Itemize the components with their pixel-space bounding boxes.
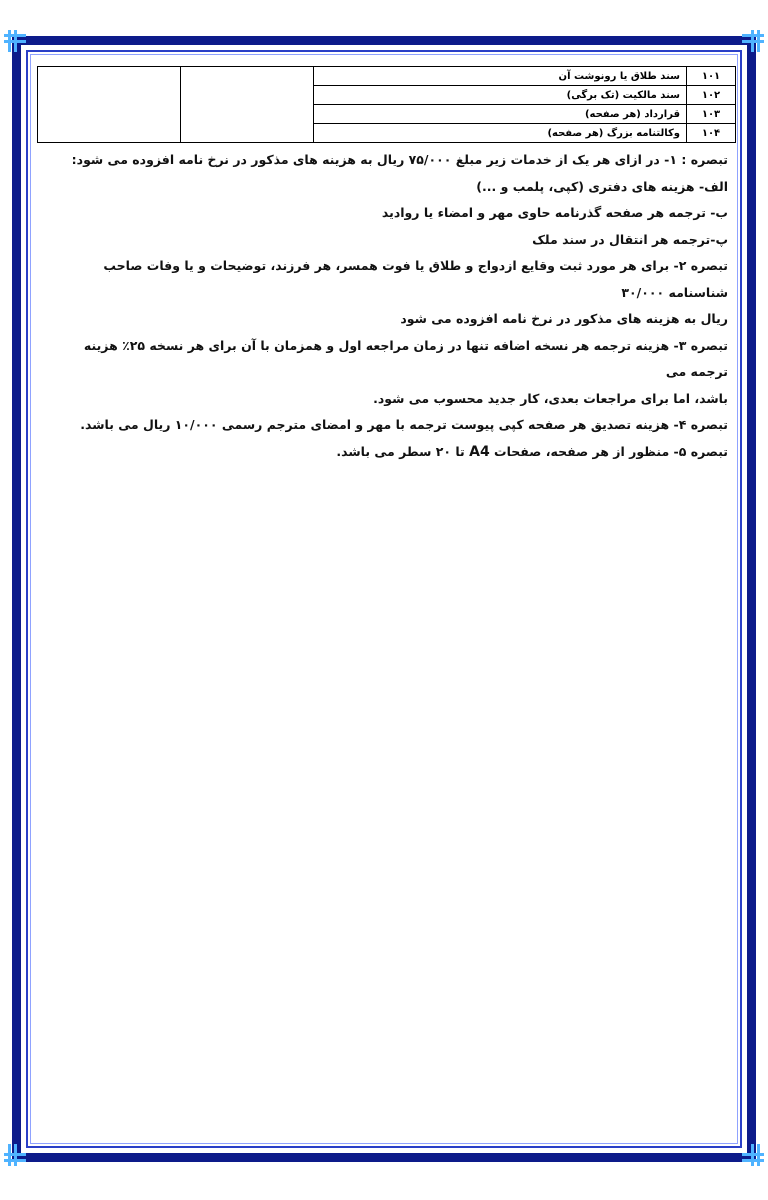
corner-ornament-bottom-right <box>742 1144 764 1166</box>
row-title: سند مالکیت (تک برگی) <box>314 86 687 105</box>
page-size-code: A4 <box>469 443 490 460</box>
note-1-item-a: الف- هزینه های دفتری (کپی، پلمب و ...) <box>476 178 728 194</box>
empty-cell <box>181 67 314 143</box>
row-number: ۱۰۱ <box>687 67 736 86</box>
note-5-text-end: تا ۲۰ سطر می باشد. <box>336 443 465 459</box>
document-content <box>50 66 736 465</box>
row-number: ۱۰۴ <box>687 124 736 143</box>
table-row <box>38 67 736 86</box>
note-4: تبصره ۴- هزینه تصدیق هر صفحه کپی پیوست ترجمه با مهر و امضای مترجم رسمی ۱۰/۰۰۰ ریال می باشد. <box>80 417 728 432</box>
row-number: ۱۰۳ <box>687 105 736 124</box>
note-3-line-1: تبصره ۳- هزینه ترجمه هر نسخه اضافه تنها در زمان مراجعه اول و همزمان با آن برای هر نسخه ۲۵٪ هزینه ترجمه می <box>83 337 728 379</box>
row-title: قرارداد (هر صفحه) <box>314 105 687 124</box>
corner-ornament-bottom-left <box>4 1144 26 1166</box>
fee-table <box>37 66 736 143</box>
note-1: تبصره : ۱- در ازای هر یک از خدمات زیر مبلغ ۷۵/۰۰۰ ریال به هزینه های مذکور در نرخ نامه افزوده می شود: <box>71 152 728 167</box>
corner-ornament-top-left <box>4 30 26 52</box>
notes-section <box>50 147 736 465</box>
row-title: وکالتنامه بزرگ (هر صفحه) <box>314 124 687 143</box>
note-2-line-1: تبصره ۲- برای هر مورد ثبت وقایع ازدواج و طلاق یا فوت همسر، هر فرزند، توضیحات و یا وفات صاحب شناسنامه ۳۰/۰۰۰ <box>103 258 728 300</box>
row-number: ۱۰۲ <box>687 86 736 105</box>
note-5 <box>50 439 728 466</box>
note-1-item-c: پ-ترجمه هر انتقال در سند ملک <box>532 231 728 247</box>
row-title: سند طلاق یا رونوشت آن <box>314 67 687 86</box>
note-3-line-2: باشد، اما برای مراجعات بعدی، کار جدید محسوب می شود. <box>373 390 728 406</box>
corner-ornament-top-right <box>742 30 764 52</box>
note-1-item-b: ب- ترجمه هر صفحه گذرنامه حاوی مهر و امضاء یا روادید <box>381 205 728 220</box>
empty-cell <box>38 67 181 143</box>
note-2-line-2: ریال به هزینه های مذکور در نرخ نامه افزوده می شود <box>400 311 728 326</box>
note-5-text: تبصره ۵- منظور از هر صفحه، صفحات <box>494 443 728 459</box>
